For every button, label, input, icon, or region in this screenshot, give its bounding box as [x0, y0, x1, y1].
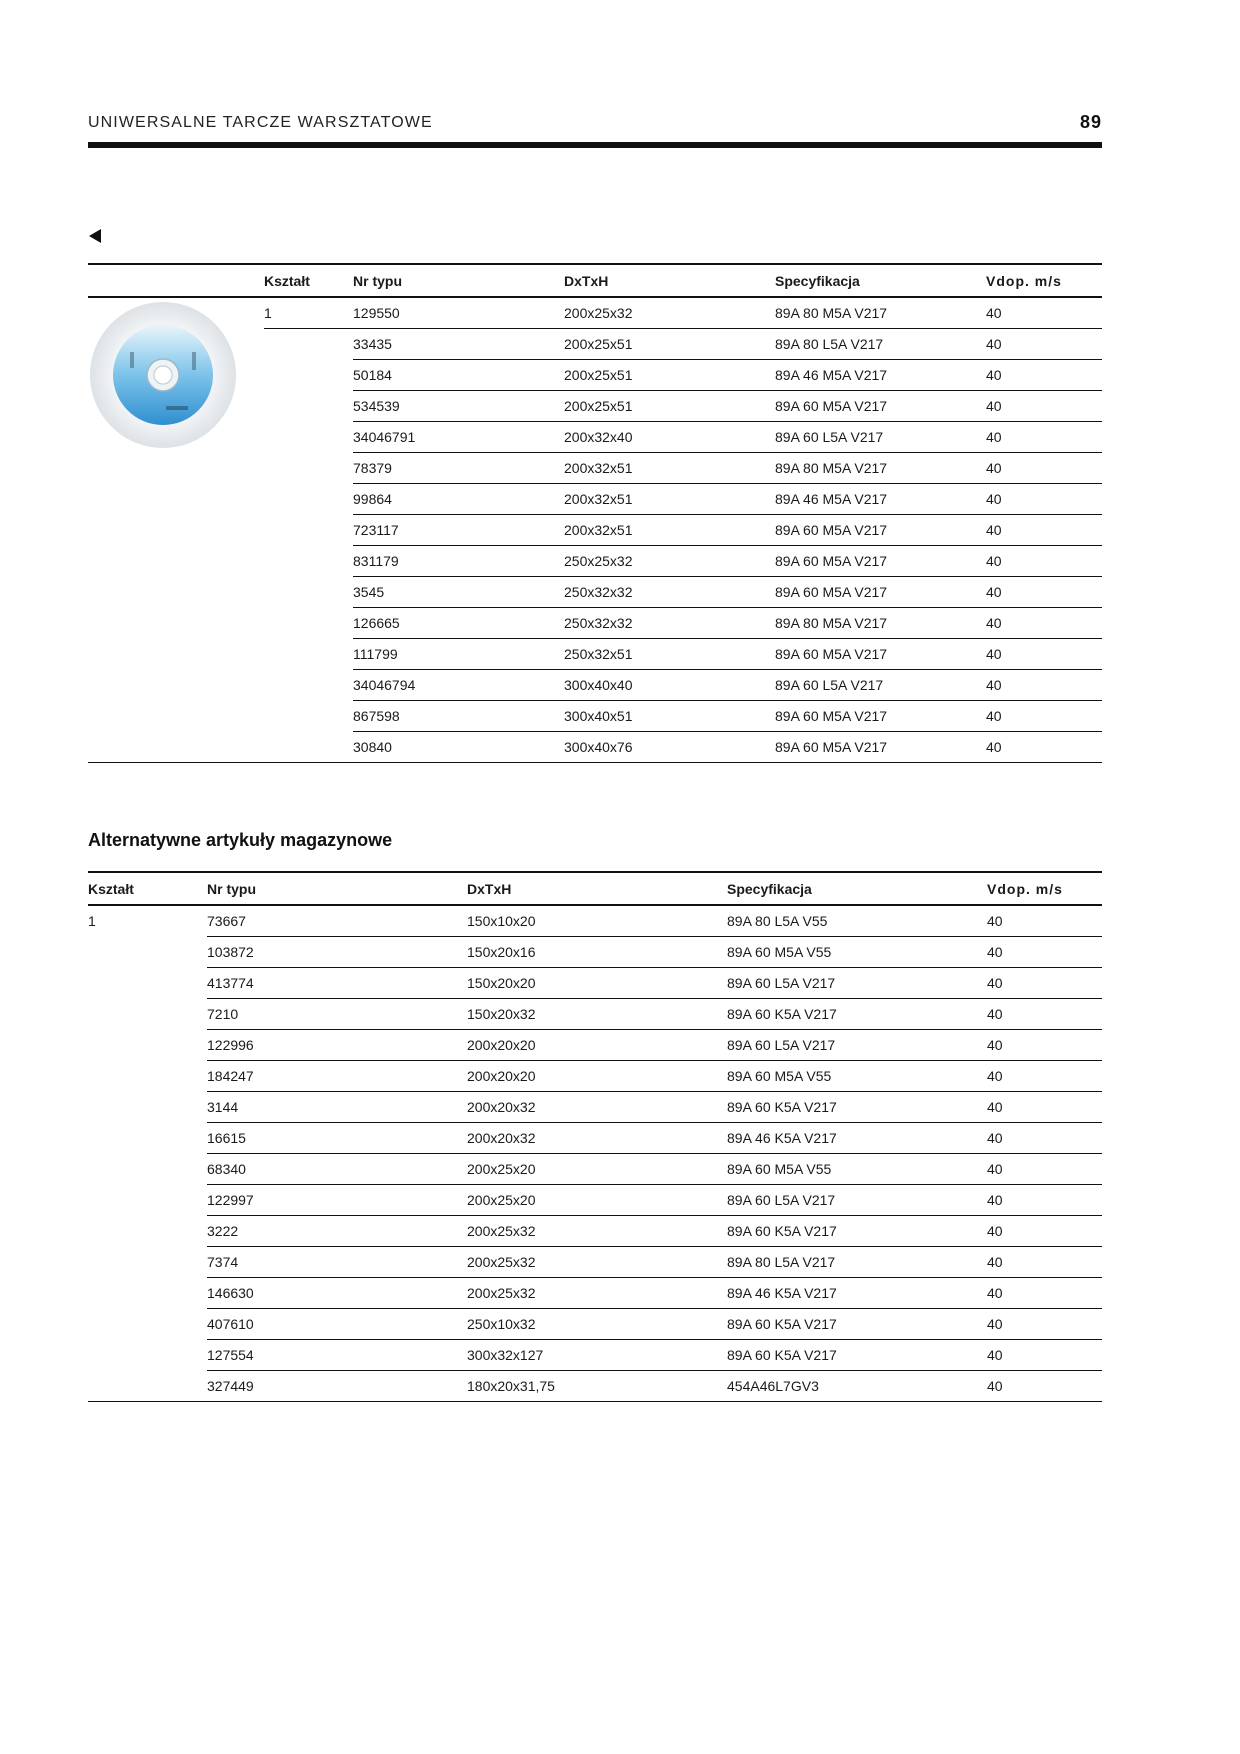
- cell-type-no: 146630: [207, 1278, 467, 1309]
- image-cell: [88, 546, 264, 577]
- table-row: [88, 453, 1102, 484]
- column-header-shape: Kształt: [88, 872, 207, 905]
- cell-type-no: 68340: [207, 1154, 467, 1185]
- cell-dims: 200x32x51: [564, 453, 775, 484]
- table-row: [88, 329, 1102, 360]
- column-header-dims: DxTxH: [467, 872, 727, 905]
- cell-dims: 200x32x51: [564, 484, 775, 515]
- cell-vmax: 40: [987, 1340, 1102, 1371]
- cell-vmax: 40: [987, 1247, 1102, 1278]
- cell-shape: [264, 608, 353, 639]
- column-header-vmax: Vdop. m/s: [987, 872, 1102, 905]
- cell-vmax: 40: [987, 1154, 1102, 1185]
- cell-dims: 150x10x20: [467, 905, 727, 937]
- table-row: [88, 577, 1102, 608]
- table-row: [88, 360, 1102, 391]
- cell-shape: [88, 1123, 207, 1154]
- table-row: [88, 1092, 1102, 1123]
- cell-type-no: 3545: [353, 577, 564, 608]
- cell-spec: 89A 60 K5A V217: [727, 1092, 987, 1123]
- cell-spec: 89A 80 M5A V217: [775, 297, 986, 329]
- cell-shape: [264, 484, 353, 515]
- cell-type-no: 3144: [207, 1092, 467, 1123]
- cell-spec: 89A 46 K5A V217: [727, 1278, 987, 1309]
- cell-type-no: 3222: [207, 1216, 467, 1247]
- cell-type-no: 30840: [353, 732, 564, 763]
- cell-vmax: 40: [986, 515, 1102, 546]
- table-row: [88, 515, 1102, 546]
- image-cell: [88, 515, 264, 546]
- cell-spec: 89A 60 K5A V217: [727, 1216, 987, 1247]
- table-header-row: [88, 264, 1102, 297]
- cell-type-no: 7210: [207, 999, 467, 1030]
- cell-dims: 150x20x20: [467, 968, 727, 999]
- cell-type-no: 534539: [353, 391, 564, 422]
- table-row: [88, 968, 1102, 999]
- cell-type-no: 16615: [207, 1123, 467, 1154]
- cell-shape: [264, 515, 353, 546]
- cell-dims: 300x32x127: [467, 1340, 727, 1371]
- cell-vmax: 40: [986, 453, 1102, 484]
- column-header-type-no: Nr typu: [207, 872, 467, 905]
- image-cell: [88, 484, 264, 515]
- cell-type-no: 122996: [207, 1030, 467, 1061]
- cell-shape: [264, 701, 353, 732]
- cell-dims: 300x40x76: [564, 732, 775, 763]
- cell-type-no: 122997: [207, 1185, 467, 1216]
- cell-dims: 200x32x51: [564, 515, 775, 546]
- cell-vmax: 40: [987, 1092, 1102, 1123]
- alternative-product-table: [88, 871, 1102, 1402]
- image-cell: [88, 297, 264, 329]
- cell-vmax: 40: [986, 422, 1102, 453]
- cell-spec: 89A 80 M5A V217: [775, 608, 986, 639]
- table-row: [88, 1247, 1102, 1278]
- cell-vmax: 40: [986, 608, 1102, 639]
- page-number: 89: [1079, 112, 1102, 132]
- cell-spec: 89A 46 M5A V217: [775, 484, 986, 515]
- cell-type-no: 127554: [207, 1340, 467, 1371]
- cell-shape: [88, 999, 207, 1030]
- cell-dims: 200x20x32: [467, 1123, 727, 1154]
- cell-type-no: 34046794: [353, 670, 564, 701]
- cell-spec: 89A 60 M5A V217: [775, 577, 986, 608]
- table-row: [88, 670, 1102, 701]
- cell-spec: 89A 60 M5A V217: [775, 546, 986, 577]
- cell-type-no: 7374: [207, 1247, 467, 1278]
- image-cell: [88, 577, 264, 608]
- table-row: [88, 1216, 1102, 1247]
- cell-spec: 454A46L7GV3: [727, 1371, 987, 1402]
- cell-spec: 89A 60 L5A V217: [727, 1185, 987, 1216]
- table-row: [88, 1030, 1102, 1061]
- cell-shape: [264, 639, 353, 670]
- cell-spec: 89A 60 M5A V217: [775, 732, 986, 763]
- cell-shape: [88, 937, 207, 968]
- image-cell: [88, 732, 264, 763]
- cell-shape: [88, 1061, 207, 1092]
- cell-shape: [88, 1278, 207, 1309]
- cell-dims: 200x20x20: [467, 1030, 727, 1061]
- cell-vmax: 40: [987, 1309, 1102, 1340]
- cell-spec: 89A 60 K5A V217: [727, 1309, 987, 1340]
- cell-type-no: 327449: [207, 1371, 467, 1402]
- table-row: [88, 422, 1102, 453]
- cell-shape: [88, 1340, 207, 1371]
- cell-type-no: 103872: [207, 937, 467, 968]
- cell-vmax: 40: [987, 1061, 1102, 1092]
- cell-dims: 180x20x31,75: [467, 1371, 727, 1402]
- image-cell: [88, 701, 264, 732]
- table-row: [88, 905, 1102, 937]
- cell-dims: 250x32x32: [564, 608, 775, 639]
- cell-dims: 200x25x32: [467, 1247, 727, 1278]
- cell-shape: [88, 1185, 207, 1216]
- cell-shape: [264, 360, 353, 391]
- cell-vmax: 40: [986, 329, 1102, 360]
- cell-type-no: 723117: [353, 515, 564, 546]
- cell-spec: 89A 60 M5A V217: [775, 701, 986, 732]
- table-header-row: [88, 872, 1102, 905]
- cell-spec: 89A 60 M5A V217: [775, 515, 986, 546]
- cell-vmax: 40: [986, 297, 1102, 329]
- table-row: [88, 937, 1102, 968]
- cell-dims: 250x25x32: [564, 546, 775, 577]
- cell-spec: 89A 60 L5A V217: [727, 1030, 987, 1061]
- cell-dims: 200x25x20: [467, 1185, 727, 1216]
- cell-shape: [88, 968, 207, 999]
- column-header-type-no: Nr typu: [353, 264, 564, 297]
- cell-vmax: 40: [986, 546, 1102, 577]
- table-row: [88, 484, 1102, 515]
- table-row: [88, 1154, 1102, 1185]
- cell-shape: [264, 453, 353, 484]
- cell-vmax: 40: [987, 1123, 1102, 1154]
- cell-spec: 89A 60 L5A V217: [775, 670, 986, 701]
- cell-shape: [88, 1371, 207, 1402]
- cell-vmax: 40: [987, 1216, 1102, 1247]
- cell-shape: [264, 329, 353, 360]
- cell-type-no: 34046791: [353, 422, 564, 453]
- cell-type-no: 867598: [353, 701, 564, 732]
- cell-dims: 300x40x40: [564, 670, 775, 701]
- cell-type-no: 407610: [207, 1309, 467, 1340]
- cell-vmax: 40: [986, 639, 1102, 670]
- cell-type-no: 126665: [353, 608, 564, 639]
- cell-dims: 250x10x32: [467, 1309, 727, 1340]
- image-cell: [88, 639, 264, 670]
- cell-dims: 250x32x51: [564, 639, 775, 670]
- cell-vmax: 40: [987, 968, 1102, 999]
- cell-vmax: 40: [987, 937, 1102, 968]
- cell-shape: 1: [88, 913, 96, 930]
- column-header-spec: Specyfikacja: [727, 872, 987, 905]
- cell-vmax: 40: [987, 1278, 1102, 1309]
- cell-vmax: 40: [986, 360, 1102, 391]
- image-cell: [88, 360, 264, 391]
- cell-shape: [88, 1216, 207, 1247]
- cell-type-no: 78379: [353, 453, 564, 484]
- cell-dims: 200x25x51: [564, 329, 775, 360]
- cell-vmax: 40: [987, 1030, 1102, 1061]
- cell-type-no: 99864: [353, 484, 564, 515]
- cell-vmax: 40: [986, 391, 1102, 422]
- cell-shape: [264, 670, 353, 701]
- cell-dims: 200x25x51: [564, 391, 775, 422]
- cell-type-no: 831179: [353, 546, 564, 577]
- image-column-header: [88, 264, 264, 297]
- cell-spec: 89A 60 L5A V217: [775, 422, 986, 453]
- table-row: [88, 546, 1102, 577]
- cell-vmax: 40: [986, 577, 1102, 608]
- cell-shape: [264, 546, 353, 577]
- cell-spec: 89A 60 K5A V217: [727, 999, 987, 1030]
- table-row: [88, 1340, 1102, 1371]
- cell-spec: 89A 80 L5A V217: [727, 1247, 987, 1278]
- cell-dims: 200x25x51: [564, 360, 775, 391]
- cell-type-no: 111799: [353, 639, 564, 670]
- cell-spec: 89A 60 M5A V55: [727, 1154, 987, 1185]
- table-row: [88, 639, 1102, 670]
- image-cell: [88, 608, 264, 639]
- column-header-spec: Specyfikacja: [775, 264, 986, 297]
- cell-spec: 89A 60 M5A V217: [775, 391, 986, 422]
- cell-vmax: 40: [986, 670, 1102, 701]
- section-heading: Alternatywne artykuły magazynowe: [88, 830, 393, 850]
- image-cell: [88, 329, 264, 360]
- cell-dims: 200x25x20: [467, 1154, 727, 1185]
- image-cell: [88, 670, 264, 701]
- table-row: [88, 1278, 1102, 1309]
- cell-type-no: 50184: [353, 360, 564, 391]
- cell-shape: [264, 422, 353, 453]
- cell-dims: 200x25x32: [467, 1278, 727, 1309]
- cell-dims: 150x20x32: [467, 999, 727, 1030]
- cell-shape: [264, 391, 353, 422]
- cell-spec: 89A 60 L5A V217: [727, 968, 987, 999]
- image-cell: [88, 422, 264, 453]
- cell-vmax: 40: [987, 999, 1102, 1030]
- cell-type-no: 73667: [207, 905, 467, 937]
- page-header: [88, 110, 1102, 150]
- cell-shape: 1: [264, 297, 353, 329]
- cell-dims: 150x20x16: [467, 937, 727, 968]
- column-header-shape: Kształt: [264, 264, 353, 297]
- cell-type-no: 413774: [207, 968, 467, 999]
- table-row: [88, 1123, 1102, 1154]
- cell-type-no: 184247: [207, 1061, 467, 1092]
- left-arrow-icon[interactable]: [89, 229, 101, 243]
- cell-type-no: 129550: [353, 297, 564, 329]
- table-row: [88, 608, 1102, 639]
- cell-dims: 200x32x40: [564, 422, 775, 453]
- cell-shape: [88, 1154, 207, 1185]
- page-title: UNIWERSALNE TARCZE WARSZTATOWE: [88, 114, 433, 131]
- cell-shape: [88, 1309, 207, 1340]
- cell-spec: 89A 46 K5A V217: [727, 1123, 987, 1154]
- cell-type-no: 33435: [353, 329, 564, 360]
- cell-spec: 89A 60 M5A V217: [775, 639, 986, 670]
- cell-vmax: 40: [986, 732, 1102, 763]
- cell-spec: 89A 80 M5A V217: [775, 453, 986, 484]
- cell-spec: 89A 60 M5A V55: [727, 1061, 987, 1092]
- cell-spec: 89A 46 M5A V217: [775, 360, 986, 391]
- cell-shape: [264, 732, 353, 763]
- cell-vmax: 40: [987, 1371, 1102, 1402]
- table-row: [88, 297, 1102, 329]
- column-header-vmax: Vdop. m/s: [986, 264, 1102, 297]
- header-rule: [88, 142, 1102, 148]
- table-row: [88, 1185, 1102, 1216]
- image-cell: [88, 391, 264, 422]
- main-product-table: [88, 263, 1102, 763]
- cell-dims: 250x32x32: [564, 577, 775, 608]
- cell-shape: [88, 1092, 207, 1123]
- cell-spec: 89A 80 L5A V217: [775, 329, 986, 360]
- cell-dims: 300x40x51: [564, 701, 775, 732]
- cell-shape: [88, 1030, 207, 1061]
- cell-vmax: 40: [986, 701, 1102, 732]
- table-row: [88, 999, 1102, 1030]
- table-row: [88, 1061, 1102, 1092]
- table-row: [88, 391, 1102, 422]
- column-header-dims: DxTxH: [564, 264, 775, 297]
- cell-dims: 200x25x32: [564, 297, 775, 329]
- cell-spec: 89A 80 L5A V55: [727, 905, 987, 937]
- cell-dims: 200x20x32: [467, 1092, 727, 1123]
- cell-dims: 200x20x20: [467, 1061, 727, 1092]
- cell-vmax: 40: [986, 484, 1102, 515]
- table-row: [88, 1371, 1102, 1402]
- cell-spec: 89A 60 M5A V55: [727, 937, 987, 968]
- table-row: [88, 732, 1102, 763]
- cell-shape: [264, 577, 353, 608]
- cell-vmax: 40: [987, 905, 1102, 937]
- cell-shape: [88, 1247, 207, 1278]
- cell-dims: 200x25x32: [467, 1216, 727, 1247]
- image-cell: [88, 453, 264, 484]
- table-row: [88, 701, 1102, 732]
- cell-vmax: 40: [987, 1185, 1102, 1216]
- cell-spec: 89A 60 K5A V217: [727, 1340, 987, 1371]
- table-row: [88, 1309, 1102, 1340]
